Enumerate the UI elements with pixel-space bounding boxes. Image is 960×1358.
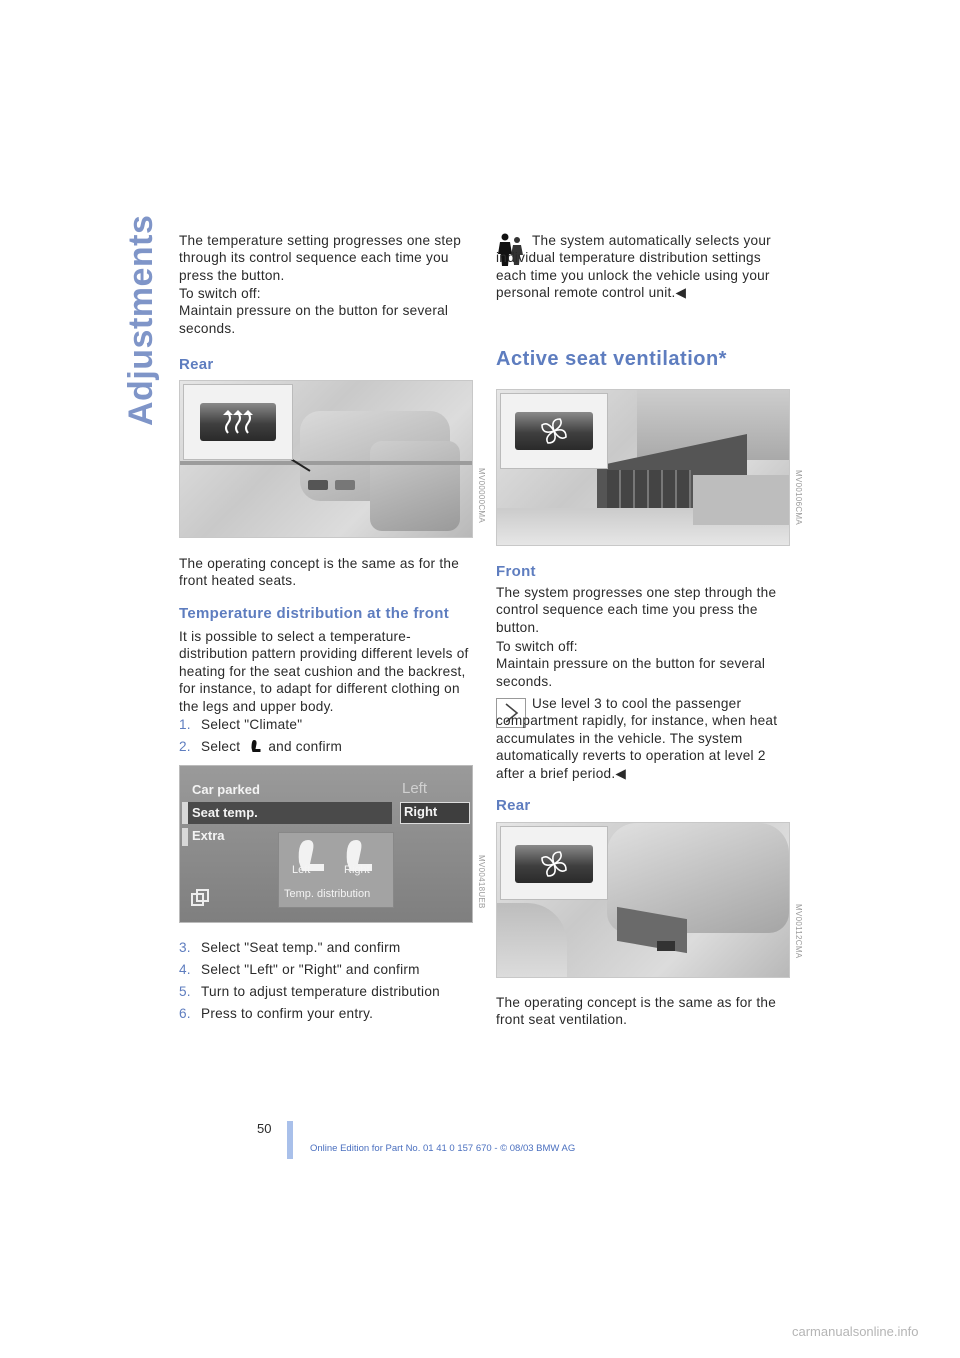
paragraph-tip — [496, 695, 796, 782]
fan-icon — [515, 412, 593, 450]
heat-waves-icon — [200, 403, 276, 441]
step-number: 4. — [179, 962, 191, 977]
page-number: 50 — [257, 1121, 272, 1136]
step-text: Select "Climate" — [201, 717, 303, 732]
step-text: Select — [201, 739, 241, 754]
step-number: 6. — [179, 1006, 191, 1021]
label-right: Right — [404, 804, 438, 819]
heading-temperature-distribution: Temperature distribution at the front — [179, 605, 449, 622]
paragraph-temperature-sequence: The temperature setting progresses one step through its control sequence each time you press the button. — [179, 233, 462, 283]
step-2 — [179, 738, 342, 755]
section-title-text: Adjustments — [122, 214, 160, 426]
button-inset — [183, 384, 293, 460]
seat-heating-button — [200, 403, 276, 441]
heading-front: Front — [496, 563, 536, 580]
image-code-4: MV00112CMA — [794, 904, 803, 959]
screen-footer-label: Temp. distribution — [284, 888, 371, 900]
menu-return-icon — [190, 888, 210, 908]
seat-temperature-display — [179, 765, 473, 923]
rear-heated-seat-photo — [179, 380, 473, 538]
seat-ventilation-button — [515, 412, 593, 450]
step-4 — [179, 961, 420, 978]
image-code-1: MV00000CMA — [477, 468, 486, 524]
footer-bar — [287, 1121, 293, 1159]
rear-ventilation-photo — [496, 822, 790, 978]
image-code-2: MV00418UEB — [477, 855, 486, 909]
end-mark: ◀ — [675, 285, 687, 301]
heading-rear-ventilation: Rear — [496, 797, 531, 814]
paragraph-rear-concept: The operating concept is the same as for the front heated seats. — [179, 556, 460, 589]
end-mark: ◀ — [615, 765, 627, 781]
step-number: 5. — [179, 984, 191, 999]
personal-profile-text: The system automatically selects your individual temperature distribution settings each time you unlock the vehicle using your personal remote control unit. — [496, 233, 771, 301]
image-code-3: MV00106CMA — [794, 470, 803, 526]
seat-label-left: Left — [292, 864, 311, 876]
seat-label-right: Right — [344, 864, 370, 876]
label-left: Left — [402, 780, 428, 797]
step-text: and confirm — [268, 739, 343, 754]
button-inset — [500, 826, 608, 900]
watermark: carmanualsonline.info — [792, 1324, 919, 1339]
step-text: Turn to adjust temperature distribution — [201, 984, 440, 999]
step-number: 2. — [179, 739, 191, 754]
menu-item-extra: Extra — [192, 828, 225, 843]
heading-rear: Rear — [179, 356, 214, 373]
fan-icon — [515, 845, 593, 883]
heading-active-seat-ventilation: Active seat ventilation* — [496, 348, 727, 370]
step-number: 3. — [179, 940, 191, 955]
paragraph-front-switch-off: To switch off: Maintain pressure on the button for several seconds. — [496, 639, 766, 689]
step-1 — [179, 716, 302, 733]
step-text: Select "Left" or "Right" and confirm — [201, 962, 420, 977]
step-number: 1. — [179, 717, 191, 732]
seat-icon — [246, 739, 262, 753]
paragraph-front-sequence: The system progresses one step through the control sequence each time you press the button. — [496, 585, 777, 635]
paragraph-personal-profile — [496, 232, 786, 302]
rear-ventilation-button — [515, 845, 593, 883]
button-inset — [500, 393, 608, 469]
step-text: Select "Seat temp." and confirm — [201, 940, 401, 955]
step-3 — [179, 939, 401, 956]
footer-edition: Online Edition for Part No. 01 41 0 157 670 - © 08/03 BMW AG — [310, 1143, 576, 1154]
menu-item-seat-temp: Seat temp. — [192, 805, 258, 820]
step-5 — [179, 983, 440, 1000]
front-ventilation-photo — [496, 389, 790, 546]
paragraph-rear-ventilation-concept: The operating concept is the same as for the front seat ventilation. — [496, 995, 777, 1028]
tip-text: Use level 3 to cool the passenger compartment rapidly, for instance, when heat accumulates in the vehicle. The system automatically reverts to operation at level 2 after a brief period. — [496, 696, 778, 781]
paragraph-switch-off: To switch off: Maintain pressure on the button for several seconds. — [179, 286, 449, 336]
section-side-title — [118, 214, 162, 428]
paragraph-distribution-pattern: It is possible to select a temperature-distribution pattern providing different levels of heating for the seat cushion and the backrest, for instance, to adapt for different clothing on the legs and upper body. — [179, 629, 469, 714]
step-text: Press to confirm your entry. — [201, 1006, 374, 1021]
step-6 — [179, 1005, 373, 1022]
menu-item-car-parked: Car parked — [192, 782, 260, 797]
